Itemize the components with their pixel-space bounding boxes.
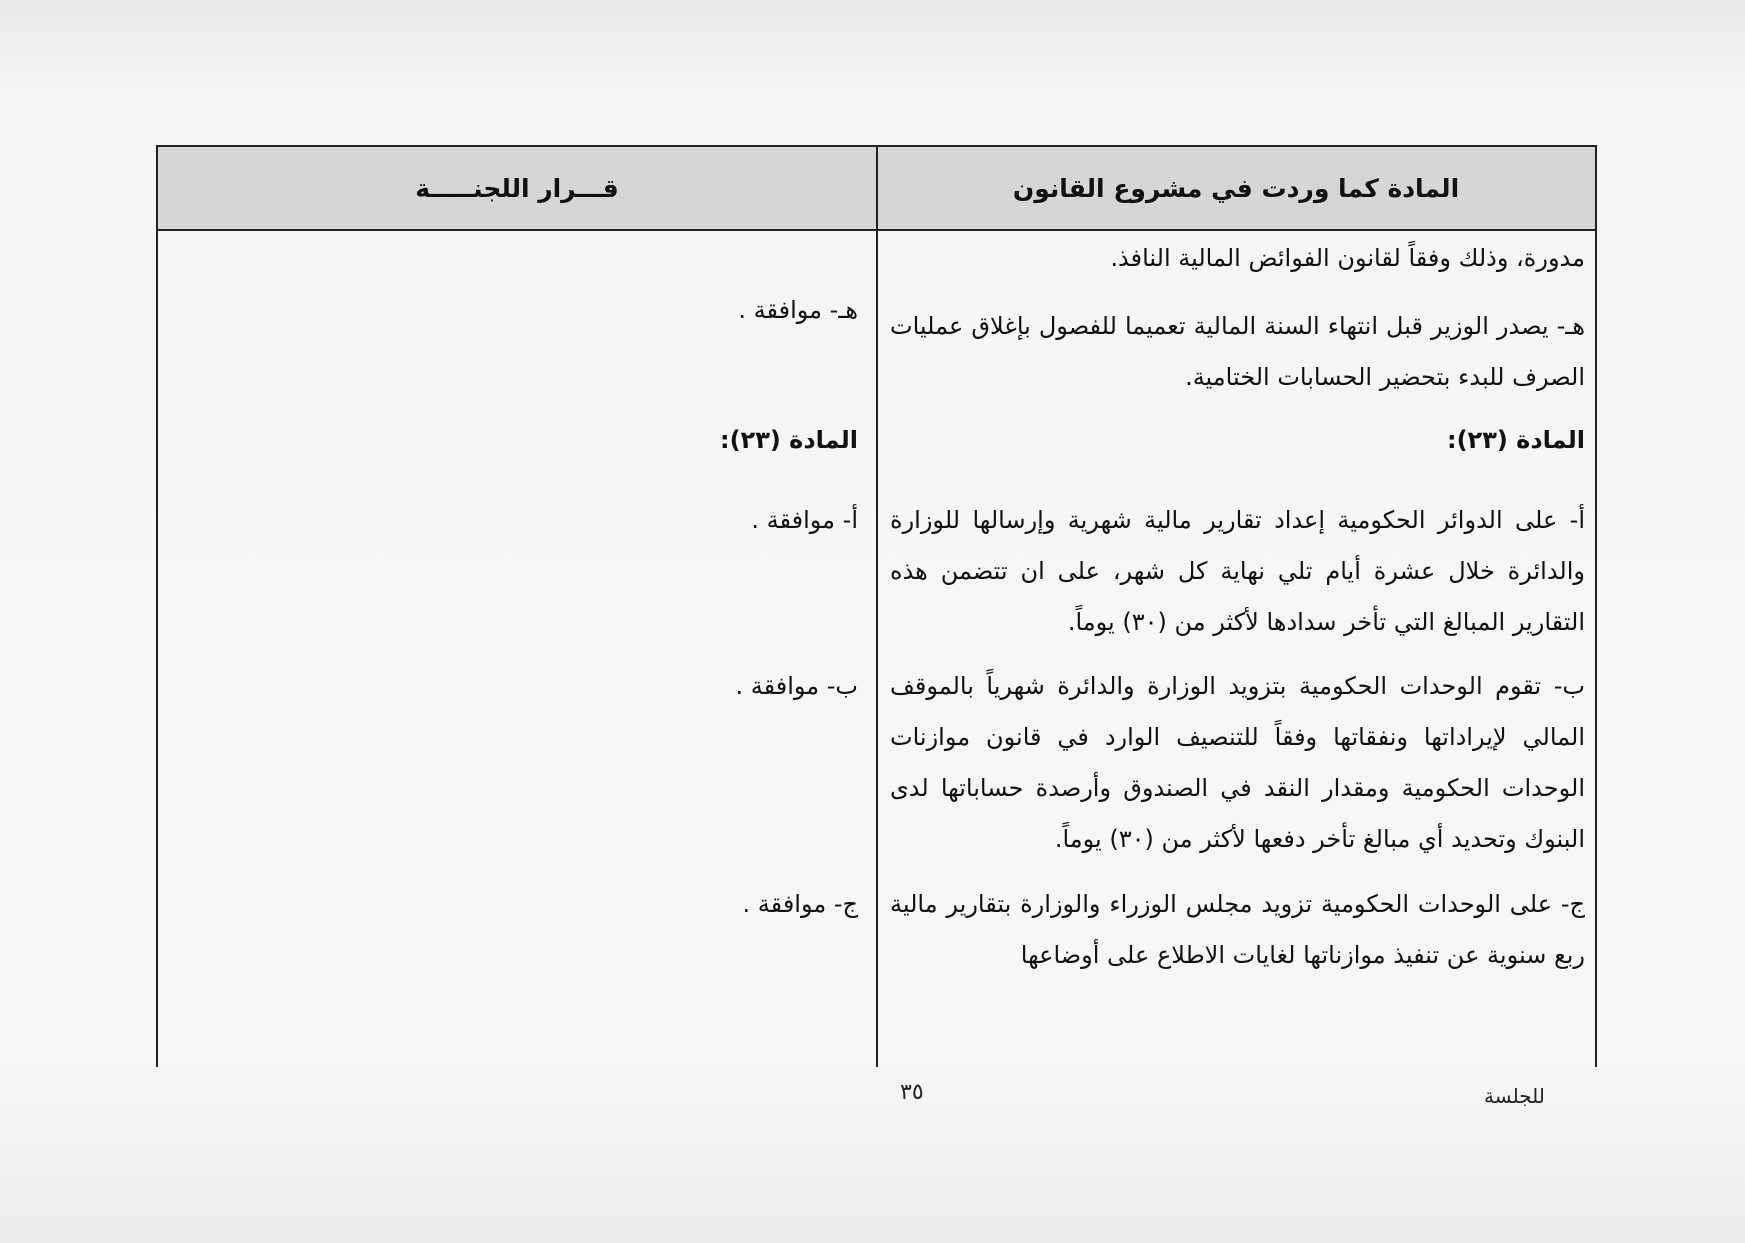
page-number: ٣٥ [900, 1080, 924, 1105]
decision-a: أ- موافقة . [751, 506, 858, 534]
footer-session-label: للجلسة [1484, 1084, 1545, 1108]
paragraph-b: ب- تقوم الوحدات الحكومية بتزويد الوزارة والدائرة شهرياً بالموقف المالي لإيراداتها ونفقاتها وفقاً للتنصيف الوارد في قانون موازنات الوحدات الحكومية ومقدار النقد في الصندوق وأرصدة حساباتها لدى البنوك وتحديد أي مبالغ تأخر دفعها لأكثر من (٣٠) يوماً. [890, 672, 1585, 853]
comparison-table [156, 145, 1597, 1067]
table-body [158, 231, 1595, 1067]
law-text-column [885, 231, 1595, 1067]
article-23-title: المادة (٢٣): [1446, 426, 1585, 454]
paragraph-a: أ- على الدوائر الحكومية إعداد تقارير مالية شهرية وإرسالها للوزارة والدائرة خلال عشرة أيام تلي نهاية كل شهر، على ان تتضمن هذه التقارير المبالغ التي تأخر سدادها لأكثر من (٣٠) يوماً. [890, 506, 1585, 636]
paragraph-h: هـ- يصدر الوزير قبل انتهاء السنة المالية تعميما للفصول بإغلاق عمليات الصرف للبدء بتحضير الحسابات الختامية. [890, 312, 1585, 391]
decision-c: ج- موافقة . [742, 890, 858, 918]
header-committee-decision: قـــرار اللجنـــــة [415, 173, 619, 203]
decision-article-23-title: المادة (٢٣): [719, 426, 858, 454]
decision-b: ب- موافقة . [735, 672, 858, 700]
paragraph-c: ج- على الوحدات الحكومية تزويد مجلس الوزراء والوزارة بتقارير مالية ربع سنوية عن تنفيذ موازناتها لغايات الاطلاع على أوضاعها [890, 890, 1585, 969]
header-law-article: المادة كما وردت في مشروع القانون [1012, 173, 1460, 203]
decision-h: هـ- موافقة . [738, 296, 858, 324]
committee-decision-column [158, 231, 868, 1067]
paragraph-continuation: مدورة، وذلك وفقاً لقانون الفوائض المالية النافذ. [1110, 244, 1585, 272]
